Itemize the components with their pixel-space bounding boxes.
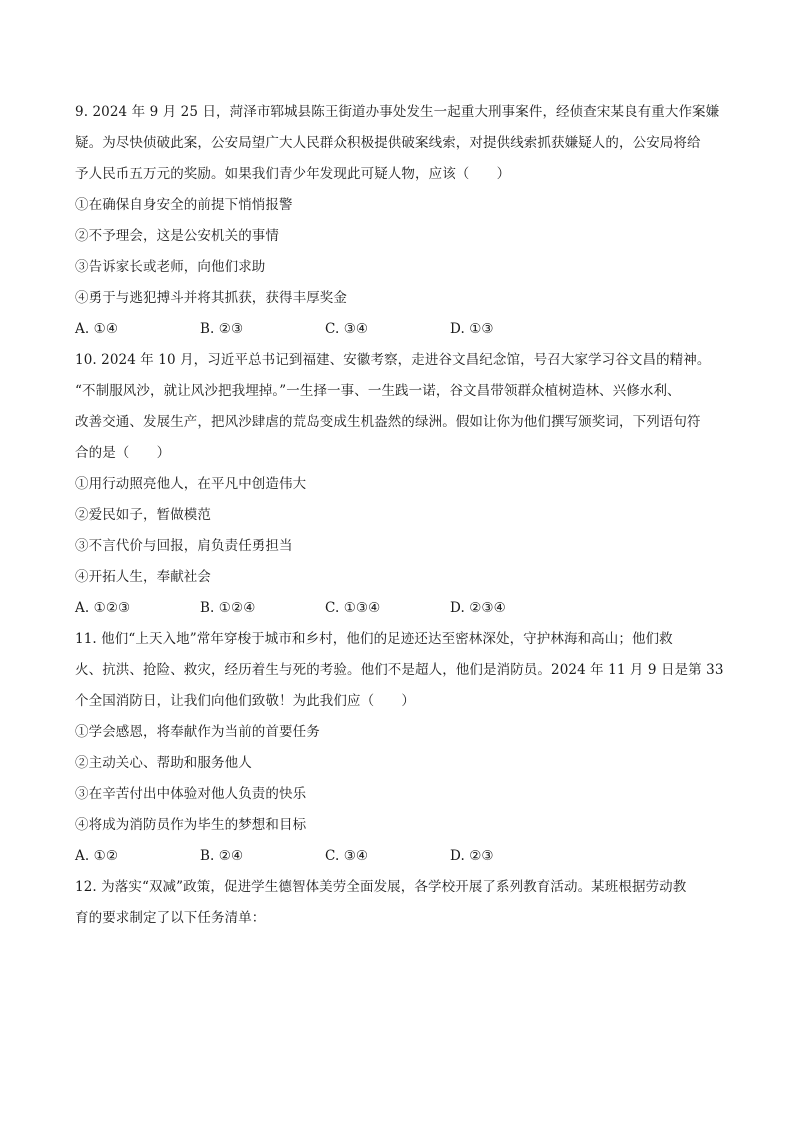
question-10-option-a: A. ①②③	[75, 600, 131, 616]
question-10-option-b: B. ①②④	[200, 600, 256, 616]
question-11-item-1: ①学会感恩，将奉献作为当前的首要任务	[75, 724, 320, 740]
question-9-option-d: D. ①③	[450, 321, 494, 337]
question-10-stem-line-3: 改善交通、发展生产，把风沙肆虐的荒岛变成生机盎然的绿洲。假如让你为他们撰写颁奖词，下列语句符	[75, 414, 701, 430]
question-9-stem-line-2: 疑。为尽快侦破此案，公安局望广大人民群众积极提供破案线索，对提供线索抓获嫌疑人的，公安局将给	[75, 135, 701, 151]
question-11-stem-line-3: 个全国消防日，让我们向他们致敬！为此我们应（ ）	[75, 693, 415, 709]
question-10-item-3: ③不言代价与回报，肩负责任勇担当	[75, 538, 293, 554]
question-9	[75, 100, 725, 348]
question-10-stem-line-1: 10. 2024 年 10 月，习近平总书记到福建、安徽考察，走进谷文昌纪念馆，号召大家学习谷文昌的精神。	[75, 352, 711, 368]
question-11-item-4: ④将成为消防员作为毕生的梦想和目标	[75, 817, 307, 833]
question-9-options	[75, 317, 725, 348]
question-11	[75, 627, 725, 875]
question-10-options	[75, 596, 725, 627]
question-list	[75, 100, 725, 937]
question-11-stem-line-1: 11. 他们“上天入地”常年穿梭于城市和乡村，他们的足迹还达至密林深处，守护林海和高山；他们救	[75, 631, 673, 647]
question-9-option-a: A. ①④	[75, 321, 119, 337]
question-9-item-4: ④勇于与逃犯搏斗并将其抓获，获得丰厚奖金	[75, 290, 347, 306]
question-10-stem-line-2: “不制服风沙，就让风沙把我埋掉。”一生择一事、一生践一诺，谷文昌带领群众植树造林、兴修水利、	[75, 383, 681, 399]
question-9-item-2: ②不予理会，这是公安机关的事情	[75, 228, 279, 244]
question-10-item-1: ①用行动照亮他人，在平凡中创造伟大	[75, 476, 307, 492]
question-9-option-c: C. ③④	[325, 321, 369, 337]
question-12-stem-line-2: 育的要求制定了以下任务清单：	[75, 910, 266, 926]
question-10	[75, 348, 725, 627]
question-9-item-3: ③告诉家长或老师，向他们求助	[75, 259, 266, 275]
question-11-stem-line-2: 火、抗洪、抢险、救灾，经历着生与死的考验。他们不是超人，他们是消防员。2024 年 11 月 9 日是第 33	[75, 662, 724, 678]
question-10-item-2: ②爱民如子，暂做模范	[75, 507, 211, 523]
question-11-option-d: D. ②③	[450, 848, 494, 864]
question-12	[75, 875, 725, 937]
question-10-item-4: ④开拓人生，奉献社会	[75, 569, 211, 585]
question-9-option-b: B. ②③	[200, 321, 244, 337]
question-10-option-c: C. ①③④	[325, 600, 381, 616]
question-11-option-c: C. ③④	[325, 848, 369, 864]
question-10-option-d: D. ②③④	[450, 600, 506, 616]
question-9-item-1: ①在确保自身安全的前提下悄悄报警	[75, 197, 293, 213]
question-11-item-3: ③在辛苦付出中体验对他人负责的快乐	[75, 786, 307, 802]
question-11-options	[75, 844, 725, 875]
question-11-option-b: B. ②④	[200, 848, 244, 864]
question-11-item-2: ②主动关心、帮助和服务他人	[75, 755, 252, 771]
question-11-option-a: A. ①②	[75, 848, 119, 864]
question-9-stem-line-3: 予人民币五万元的奖励。如果我们青少年发现此可疑人物，应该（ ）	[75, 166, 511, 182]
question-9-stem-line-1: 9. 2024 年 9 月 25 日，菏泽市郓城县陈王街道办事处发生一起重大刑事案件，经侦查宋某良有重大作案嫌	[75, 104, 720, 120]
question-10-stem-line-4: 合的是（ ）	[75, 445, 171, 461]
question-12-stem-line-1: 12. 为落实“双减”政策，促进学生德智体美劳全面发展，各学校开展了系列教育活动。某班根据劳动教	[75, 879, 687, 895]
